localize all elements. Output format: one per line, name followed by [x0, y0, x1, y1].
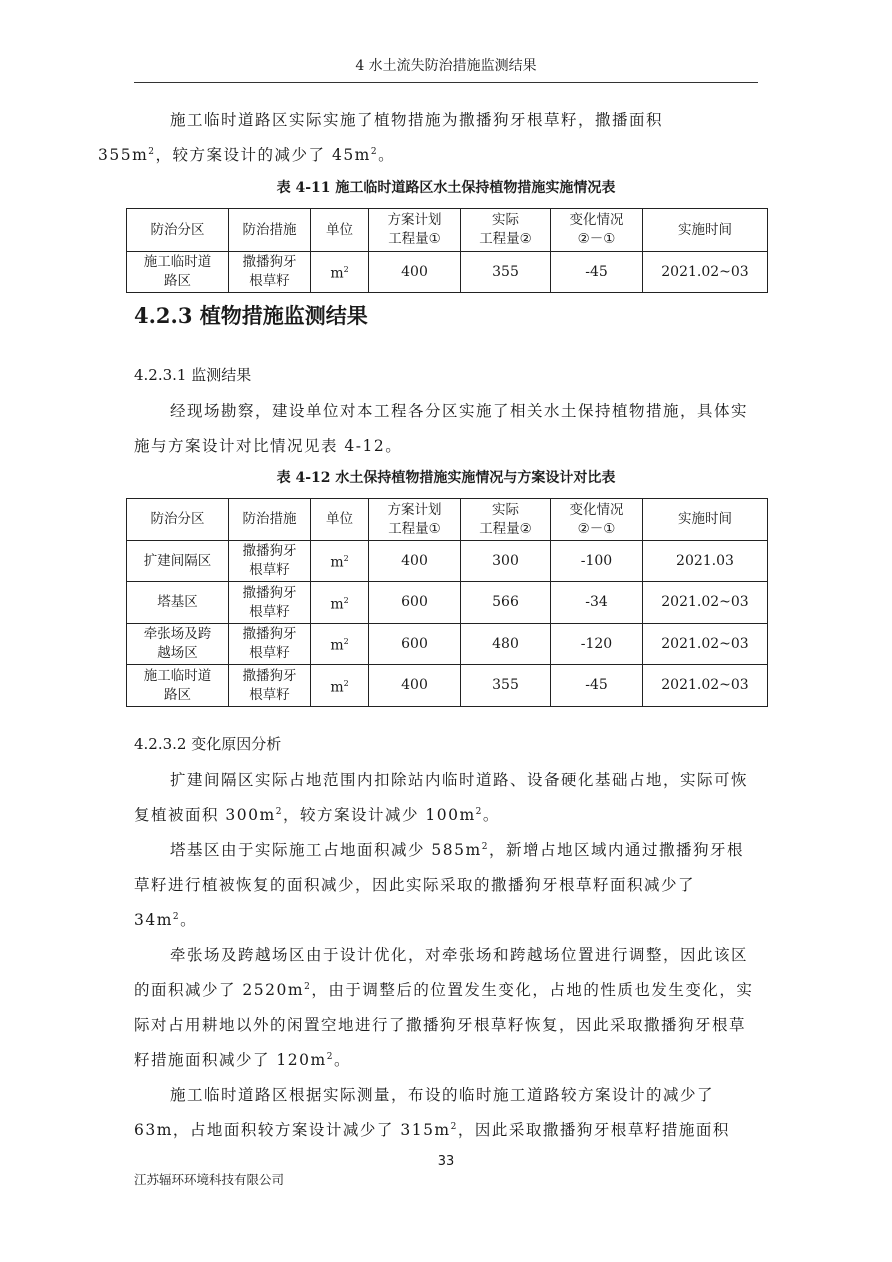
- table-row: [127, 582, 768, 624]
- table-cell-actual: 355: [461, 665, 551, 707]
- table-cell-zone: 牵张场及跨 越场区: [127, 624, 229, 665]
- paragraph-stringing-site: 牵张场及跨越场区由于设计优化，对牵张场和跨越场位置进行调整，因此该区的面积减少了 $2520m^2$，由于调整后的位置发生变化，占地的性质也发生变化，实际对占用耕地以外的闲置空地进行了撒播狗牙根草籽恢复，因此采取撒播狗牙根草籽措施面积减少了 $120m^2$。: [134, 946, 754, 1069]
- table-header-cell: 实际 工程量②: [461, 499, 551, 541]
- table-4-12: [126, 498, 768, 707]
- table-cell-plan: 600: [369, 624, 461, 665]
- table-header-row: [127, 209, 768, 252]
- subsection-heading-analysis: 4.2.3.2 变化原因分析: [134, 735, 282, 753]
- table-cell-change: -34: [551, 582, 643, 624]
- table-cell-zone: 施工临时道 路区: [127, 252, 229, 293]
- paragraph-road-intro: 施工临时道路区实际实施了植物措施为撒播狗牙根草籽，撒播面积 $355m^2$，较方案设计的减少了 $45m^2$。: [98, 111, 664, 164]
- table-cell-plan: 400: [369, 665, 461, 707]
- table-cell-measure: 撒播狗牙 根草籽: [229, 624, 311, 665]
- table-header-cell: 方案计划 工程量①: [369, 499, 461, 541]
- table-header-cell: 实际 工程量②: [461, 209, 551, 252]
- company-name: 江苏辐环环境科技有限公司: [134, 1172, 285, 1187]
- subsection-heading-results: 4.2.3.1 监测结果: [134, 366, 252, 384]
- table-cell-time: 2021.02~03: [643, 624, 768, 665]
- table-row: [127, 624, 768, 665]
- table-4-11-caption: 表 4-11 施工临时道路区水土保持植物措施实施情况表: [276, 180, 616, 196]
- table-row: [127, 665, 768, 707]
- page-number: 33: [437, 1154, 455, 1169]
- table-cell-actual: 355: [461, 252, 551, 293]
- table-cell-zone: 塔基区: [127, 582, 229, 624]
- table-cell-plan: 400: [369, 541, 461, 582]
- table-row: [127, 541, 768, 582]
- table-cell-measure: 撒播狗牙 根草籽: [229, 252, 311, 293]
- table-cell-unit: $m^2$: [311, 582, 369, 624]
- table-header-cell: 变化情况 ②－①: [551, 499, 643, 541]
- table-header-cell: 变化情况 ②－①: [551, 209, 643, 252]
- table-cell-unit: $m^2$: [311, 665, 369, 707]
- table-header-cell: 实施时间: [643, 499, 768, 541]
- table-4-12-caption: 表 4-12 水土保持植物措施实施情况与方案设计对比表: [276, 470, 616, 486]
- table-cell-actual: 480: [461, 624, 551, 665]
- table-header-cell: 防治措施: [229, 499, 311, 541]
- table-cell-measure: 撒播狗牙 根草籽: [229, 541, 311, 582]
- page-header: 4 水土流失防治措施监测结果: [355, 58, 537, 74]
- table-cell-zone: 施工临时道 路区: [127, 665, 229, 707]
- table-header-cell: 方案计划 工程量①: [369, 209, 461, 252]
- table-cell-measure: 撒播狗牙 根草籽: [229, 665, 311, 707]
- table-header-cell: 防治分区: [127, 499, 229, 541]
- table-header-cell: 防治措施: [229, 209, 311, 252]
- table-cell-time: 2021.02~03: [643, 665, 768, 707]
- table-header-cell: 单位: [311, 499, 369, 541]
- table-cell-time: 2021.02~03: [643, 252, 768, 293]
- table-cell-change: -45: [551, 665, 643, 707]
- table-cell-zone: 扩建间隔区: [127, 541, 229, 582]
- section-heading: 4.2.3 植物措施监测结果: [134, 303, 368, 328]
- table-row: [127, 252, 768, 293]
- table-cell-plan: 400: [369, 252, 461, 293]
- table-header-cell: 防治分区: [127, 209, 229, 252]
- table-cell-measure: 撒播狗牙 根草籽: [229, 582, 311, 624]
- header-rule: [134, 82, 758, 83]
- table-cell-time: 2021.02~03: [643, 582, 768, 624]
- paragraph-tower-base: 塔基区由于实际施工占地面积减少 $585m^2$，新增占地区域内通过撒播狗牙根草籽进行植被恢复的面积减少，因此实际采取的撒播狗牙根草籽面积减少了 $34m^2$。: [134, 841, 744, 929]
- table-cell-unit: $m^2$: [311, 252, 369, 293]
- table-header-cell: 实施时间: [643, 209, 768, 252]
- table-cell-unit: $m^2$: [311, 541, 369, 582]
- table-header-row: [127, 499, 768, 541]
- table-4-11: [126, 208, 768, 293]
- table-cell-change: -100: [551, 541, 643, 582]
- paragraph-survey: 经现场勘察，建设单位对本工程各分区实施了相关水土保持植物措施，具体实施与方案设计对比情况见表 4-12。: [134, 402, 749, 455]
- table-cell-change: -120: [551, 624, 643, 665]
- paragraph-temp-road: 施工临时道路区根据实际测量，布设的临时施工道路较方案设计的减少了 63m，占地面积较方案设计减少了 $315m^2$，因此采取撒播狗牙根草籽措施面积: [134, 1086, 730, 1139]
- table-header-cell: 单位: [311, 209, 369, 252]
- table-cell-change: -45: [551, 252, 643, 293]
- table-cell-actual: 566: [461, 582, 551, 624]
- paragraph-expansion-bay: 扩建间隔区实际占地范围内扣除站内临时道路、设备硬化基础占地，实际可恢复植被面积 $300m^2$，较方案设计减少 $100m^2$。: [134, 771, 749, 824]
- table-cell-plan: 600: [369, 582, 461, 624]
- table-cell-unit: $m^2$: [311, 624, 369, 665]
- table-cell-actual: 300: [461, 541, 551, 582]
- table-cell-time: 2021.03: [643, 541, 768, 582]
